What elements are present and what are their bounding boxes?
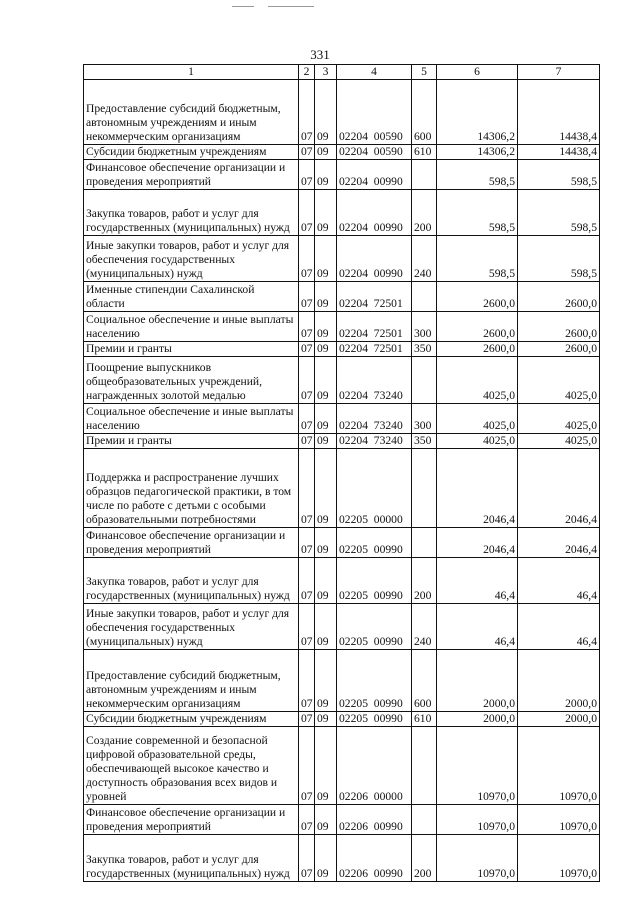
row-expense-type: 240 [412,236,437,282]
row-target-code: 02204 73240 [337,404,412,434]
column-header: 2 [299,65,315,80]
row-name: Предоставление субсидий бюджетным, автономным учреждениям и иным некоммерческим организациям [84,80,299,145]
row-expense-type: 200 [412,190,437,236]
table-row [84,160,600,190]
row-target-code: 02204 00590 [337,145,412,160]
row-amount-2: 46,4 [518,558,600,604]
row-amount-2: 10970,0 [518,835,600,882]
column-header: 4 [337,65,412,80]
row-amount-2: 2000,0 [518,650,600,712]
row-expense-type: 240 [412,604,437,650]
row-target-code: 02205 00000 [337,449,412,528]
row-amount-2: 46,4 [518,604,600,650]
row-expense-type: 300 [412,404,437,434]
column-header: 5 [412,65,437,80]
row-amount-1: 2600,0 [437,342,518,357]
row-name: Финансовое обеспечение организации и проведения мероприятий [84,528,299,558]
row-expense-type: 600 [412,650,437,712]
row-amount-2: 14438,4 [518,80,600,145]
row-expense-type: 600 [412,80,437,145]
column-header: 6 [437,65,518,80]
row-target-code: 02206 00990 [337,835,412,882]
row-name: Социальное обеспечение и иные выплаты населению [84,404,299,434]
row-amount-1: 2046,4 [437,528,518,558]
table-row [84,727,600,805]
table-row [84,145,600,160]
row-amount-2: 4025,0 [518,434,600,449]
row-section: 07 [299,558,315,604]
row-amount-1: 598,5 [437,190,518,236]
row-target-code: 02204 00990 [337,236,412,282]
row-expense-type [412,282,437,312]
row-name: Поддержка и распространение лучших образцов педагогической практики, в том числе по работе с детьми с особыми образовательными потребностями [84,449,299,528]
row-amount-2: 2600,0 [518,342,600,357]
row-amount-2: 4025,0 [518,404,600,434]
row-section: 07 [299,145,315,160]
row-section: 07 [299,528,315,558]
row-subsection: 09 [315,282,337,312]
row-target-code: 02205 00990 [337,558,412,604]
row-amount-2: 14438,4 [518,145,600,160]
row-expense-type: 350 [412,342,437,357]
row-amount-1: 2000,0 [437,712,518,727]
row-name: Закупка товаров, работ и услуг для государственных (муниципальных) нужд [84,835,299,882]
row-subsection: 09 [315,342,337,357]
table-row [84,449,600,528]
header-row [84,65,600,80]
row-name: Закупка товаров, работ и услуг для государственных (муниципальных) нужд [84,190,299,236]
row-target-code: 02206 00000 [337,727,412,805]
table-row [84,712,600,727]
row-subsection: 09 [315,190,337,236]
row-amount-2: 4025,0 [518,357,600,404]
row-section: 07 [299,160,315,190]
row-subsection: 09 [315,835,337,882]
row-amount-1: 2046,4 [437,449,518,528]
row-subsection: 09 [315,604,337,650]
row-name: Премии и гранты [84,342,299,357]
row-subsection: 09 [315,145,337,160]
row-subsection: 09 [315,404,337,434]
row-amount-2: 2600,0 [518,282,600,312]
row-target-code: 02205 00990 [337,650,412,712]
table-row [84,357,600,404]
row-section: 07 [299,650,315,712]
row-amount-1: 10970,0 [437,835,518,882]
row-amount-1: 46,4 [437,558,518,604]
row-target-code: 02204 00590 [337,80,412,145]
row-subsection: 09 [315,650,337,712]
row-amount-1: 598,5 [437,160,518,190]
table-row [84,650,600,712]
row-name: Иные закупки товаров, работ и услуг для обеспечения государственных (муниципальных) нужд [84,604,299,650]
table-row [84,312,600,342]
table-row [84,282,600,312]
row-amount-1: 2000,0 [437,650,518,712]
row-subsection: 09 [315,236,337,282]
row-target-code: 02204 72501 [337,342,412,357]
row-target-code: 02205 00990 [337,712,412,727]
row-subsection: 09 [315,558,337,604]
row-amount-1: 10970,0 [437,805,518,835]
row-section: 07 [299,236,315,282]
row-section: 07 [299,282,315,312]
row-amount-1: 10970,0 [437,727,518,805]
row-subsection: 09 [315,312,337,342]
row-section: 07 [299,835,315,882]
row-section: 07 [299,312,315,342]
table-row [84,558,600,604]
row-subsection: 09 [315,727,337,805]
row-name: Предоставление субсидий бюджетным, автономным учреждениям и иным некоммерческим организациям [84,650,299,712]
row-expense-type: 350 [412,434,437,449]
budget-table [83,64,600,882]
table-row [84,805,600,835]
row-name: Социальное обеспечение и иные выплаты населению [84,312,299,342]
row-amount-2: 598,5 [518,190,600,236]
row-target-code: 02204 72501 [337,282,412,312]
table-row [84,190,600,236]
row-target-code: 02204 00990 [337,160,412,190]
page-number: 331 [310,47,330,62]
row-expense-type [412,727,437,805]
row-name: Иные закупки товаров, работ и услуг для обеспечения государственных (муниципальных) нужд [84,236,299,282]
row-section: 07 [299,727,315,805]
row-section: 07 [299,342,315,357]
row-name: Субсидии бюджетным учреждениям [84,145,299,160]
row-amount-2: 2000,0 [518,712,600,727]
row-expense-type [412,449,437,528]
row-section: 07 [299,805,315,835]
row-name: Закупка товаров, работ и услуг для государственных (муниципальных) нужд [84,558,299,604]
row-amount-2: 2600,0 [518,312,600,342]
row-section: 07 [299,404,315,434]
table-row [84,835,600,882]
row-subsection: 09 [315,528,337,558]
table-row [84,404,600,434]
row-section: 07 [299,604,315,650]
row-expense-type: 200 [412,835,437,882]
row-amount-1: 2600,0 [437,282,518,312]
row-subsection: 09 [315,712,337,727]
row-expense-type [412,357,437,404]
row-amount-2: 2046,4 [518,528,600,558]
row-target-code: 02206 00990 [337,805,412,835]
row-subsection: 09 [315,449,337,528]
row-section: 07 [299,80,315,145]
row-subsection: 09 [315,80,337,145]
row-name: Премии и гранты [84,434,299,449]
row-subsection: 09 [315,357,337,404]
table-row [84,434,600,449]
table-row [84,80,600,145]
row-subsection: 09 [315,434,337,449]
row-amount-1: 4025,0 [437,434,518,449]
row-amount-1: 4025,0 [437,404,518,434]
row-amount-1: 4025,0 [437,357,518,404]
table-row [84,342,600,357]
row-target-code: 02204 72501 [337,312,412,342]
row-amount-2: 10970,0 [518,805,600,835]
row-subsection: 09 [315,160,337,190]
row-name: Финансовое обеспечение организации и проведения мероприятий [84,805,299,835]
row-section: 07 [299,434,315,449]
row-amount-1: 14306,2 [437,80,518,145]
table-row [84,604,600,650]
row-amount-1: 2600,0 [437,312,518,342]
scan-artifact [268,6,314,7]
row-section: 07 [299,357,315,404]
row-amount-1: 46,4 [437,604,518,650]
column-header: 1 [84,65,299,80]
row-expense-type: 610 [412,712,437,727]
row-target-code: 02204 00990 [337,190,412,236]
row-amount-2: 10970,0 [518,727,600,805]
row-name: Субсидии бюджетным учреждениям [84,712,299,727]
row-subsection: 09 [315,805,337,835]
row-target-code: 02205 00990 [337,528,412,558]
row-amount-2: 2046,4 [518,449,600,528]
row-amount-2: 598,5 [518,160,600,190]
table-row [84,236,600,282]
column-header: 7 [518,65,600,80]
row-amount-2: 598,5 [518,236,600,282]
row-name: Именные стипендии Сахалинской области [84,282,299,312]
column-header: 3 [315,65,337,80]
table-row [84,528,600,558]
row-target-code: 02204 73240 [337,434,412,449]
row-name: Поощрение выпускников общеобразовательных учреждений, награжденных золотой медалью [84,357,299,404]
row-amount-1: 14306,2 [437,145,518,160]
row-expense-type: 300 [412,312,437,342]
row-expense-type [412,160,437,190]
row-target-code: 02204 73240 [337,357,412,404]
row-section: 07 [299,712,315,727]
row-amount-1: 598,5 [437,236,518,282]
row-expense-type [412,805,437,835]
scan-artifact [232,6,254,7]
row-expense-type: 610 [412,145,437,160]
row-expense-type: 200 [412,558,437,604]
row-section: 07 [299,449,315,528]
row-name: Финансовое обеспечение организации и проведения мероприятий [84,160,299,190]
row-name: Создание современной и безопасной цифровой образовательной среды, обеспечивающей высокое качество и доступность образования всех видов и уровней [84,727,299,805]
row-section: 07 [299,190,315,236]
row-target-code: 02205 00990 [337,604,412,650]
row-expense-type [412,528,437,558]
